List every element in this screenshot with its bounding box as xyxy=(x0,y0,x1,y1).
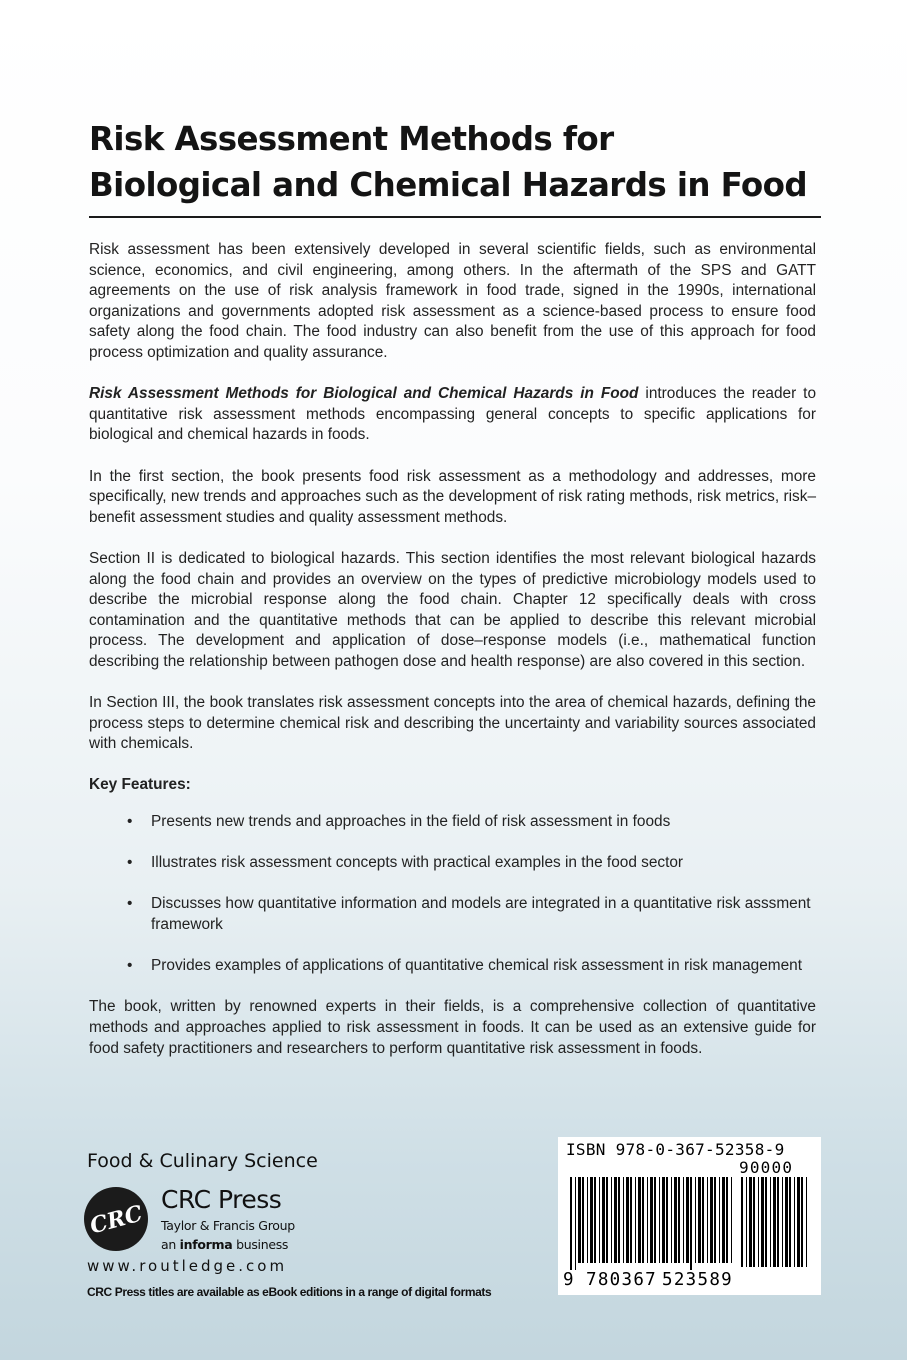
isbn-left-digits: 780367 xyxy=(586,1270,658,1290)
barcode-bar xyxy=(674,1177,677,1263)
isbn-label: ISBN 978-0-367-52358-9 xyxy=(566,1140,785,1159)
barcode-bar xyxy=(638,1177,641,1263)
barcode-bar xyxy=(635,1177,636,1263)
key-features-heading: Key Features: xyxy=(89,776,191,794)
feature-item xyxy=(89,853,816,874)
isbn-first-digit: 9 xyxy=(563,1270,574,1290)
barcode-bar xyxy=(702,1177,704,1263)
barcode-bar xyxy=(773,1177,776,1267)
barcode-bar xyxy=(671,1177,672,1263)
barcode-bar xyxy=(761,1177,764,1267)
blurb xyxy=(89,240,816,1080)
barcode-bar xyxy=(741,1177,743,1267)
book-title-inline: Risk Assessment Methods for Biological and Chemical Hazards in Food xyxy=(89,385,639,403)
barcode-bar xyxy=(611,1177,612,1263)
series-name: Food & Culinary Science xyxy=(87,1150,318,1172)
barcode-bar xyxy=(602,1177,605,1263)
barcode-bar xyxy=(590,1177,593,1263)
feature-text: Presents new trends and approaches in the field of risk assessment in foods xyxy=(151,813,671,831)
paragraph-section-one: In the first section, the book presents food risk assessment as a methodology and addresses, more specifically, new trends and approaches such as the development of risk rating methods, risk metrics, risk–benefit assessment studies and quality assessment methods. xyxy=(89,467,816,526)
barcode-bar xyxy=(659,1177,660,1263)
barcode-bar xyxy=(753,1177,755,1267)
publisher-group: Taylor & Francis Group xyxy=(161,1218,295,1233)
barcode-bar xyxy=(707,1177,708,1263)
barcode-bar xyxy=(630,1177,632,1263)
book-title xyxy=(89,116,829,208)
barcode-bar xyxy=(626,1177,629,1263)
barcode-bar xyxy=(614,1177,617,1263)
barcode-bar xyxy=(606,1177,608,1263)
barcode-bar xyxy=(666,1177,668,1263)
ebook-note: CRC Press titles are available as eBook editions in a range of digital formats xyxy=(87,1285,492,1299)
feature-item xyxy=(89,812,816,833)
book-title-line-1: Risk Assessment Methods for xyxy=(89,120,614,158)
barcode-bar xyxy=(594,1177,596,1263)
barcode-bar xyxy=(801,1177,803,1267)
paragraph-section-two: Section II is dedicated to biological hazards. This section identifies the most relevant biological hazards along the food chain and provides an overview on the types of predictive microbiology models used to describe the microbial response along the food chain. Chapter 12 specifically deals with cross contamination and the quantitative methods that can be applied to describe this relevant microbial process. The development and application of dose–response models (i.e., mathematical function describing the relationship between pathogen dose and health response) are also covered in this section. xyxy=(89,549,816,670)
isbn-barcode-panel xyxy=(558,1137,821,1295)
barcode-bar xyxy=(578,1177,581,1263)
feature-text: Illustrates risk assessment concepts with practical examples in the food sector xyxy=(151,854,684,872)
barcode-bar xyxy=(647,1177,648,1263)
business-suffix: business xyxy=(232,1237,289,1252)
bullet-icon: • xyxy=(127,957,133,975)
key-features-list xyxy=(89,812,816,977)
paragraph-section-three: In Section III, the book translates risk assessment concepts into the area of chemical hazards, defining the process steps to determine chemical risk and describing the uncertainty and variability sources associated with chemicals. xyxy=(89,694,816,753)
barcode-bar xyxy=(654,1177,656,1263)
barcode-bar xyxy=(599,1177,600,1263)
informa-brand: informa xyxy=(179,1237,233,1252)
bullet-icon: • xyxy=(127,895,133,913)
barcode-bar xyxy=(582,1177,584,1263)
publisher-name: CRC Press xyxy=(161,1185,282,1214)
feature-item xyxy=(89,894,816,935)
feature-text: Provides examples of applications of quantitative chemical risk assessment in risk management xyxy=(151,957,802,975)
crc-logo-text: CRC xyxy=(87,1200,146,1240)
barcode-bar xyxy=(731,1177,732,1263)
barcode-bar xyxy=(714,1177,716,1263)
barcode-bar xyxy=(782,1177,783,1267)
barcode-bar xyxy=(678,1177,680,1263)
bullet-icon: • xyxy=(127,813,133,831)
barcode-bar xyxy=(722,1177,725,1263)
barcode-bar xyxy=(794,1177,795,1267)
barcode-bar xyxy=(719,1177,720,1263)
paragraph-intro: Risk assessment has been extensively developed in several scientific fields, such as environmental science, economics, and civil engineering, among others. In the aftermath of the SPS and GATT agreements on the use of risk analysis framework in food trade, signed in the 1990s, international organizations and governments adopted risk assessment as a science-based process to ensure food safety along the food chain. The food industry can also benefit from the use of this approach for food process optimization and quality assurance. xyxy=(89,241,816,361)
addon-barcode-icon xyxy=(741,1177,811,1270)
book-title-line-2: Biological and Chemical Hazards in Food xyxy=(89,166,808,204)
barcode-bar xyxy=(575,1177,576,1270)
barcode-bar xyxy=(785,1177,788,1267)
barcode-bar xyxy=(662,1177,665,1263)
barcode-bar xyxy=(806,1177,807,1267)
publisher-business xyxy=(161,1237,288,1252)
barcode-bar xyxy=(698,1177,701,1263)
barcode-bar xyxy=(683,1177,684,1263)
title-divider xyxy=(89,216,821,218)
feature-item xyxy=(89,956,816,977)
main-barcode-icon xyxy=(570,1177,735,1270)
barcode-bar xyxy=(765,1177,767,1267)
barcode-bar xyxy=(690,1177,692,1270)
barcode-bar xyxy=(758,1177,759,1267)
barcode-bar xyxy=(587,1177,588,1263)
business-prefix: an xyxy=(161,1237,180,1252)
barcode-bar xyxy=(695,1177,696,1263)
barcode-bar xyxy=(746,1177,747,1267)
barcode-bar xyxy=(789,1177,791,1267)
barcode-bar xyxy=(570,1177,572,1270)
barcode-bar xyxy=(650,1177,653,1263)
paragraph-closing: The book, written by renowned experts in their fields, is a comprehensive collection of quantitative methods and approaches applied to risk assessment in foods. It can be used as an extensive guide for food safety practitioners and researchers to perform quantitative risk assessment in foods. xyxy=(89,998,816,1057)
publisher-website: www.routledge.com xyxy=(87,1257,288,1275)
barcode-bar xyxy=(726,1177,728,1263)
barcode-bar xyxy=(710,1177,713,1263)
paragraph-book-intro-text: introduces the reader to quantitative risk assessment methods encompassing general concepts to specific applications for biological and chemical hazards in foods. xyxy=(89,385,816,444)
isbn-digits xyxy=(563,1270,733,1290)
bullet-icon: • xyxy=(127,854,133,872)
paragraph-book-intro xyxy=(89,384,816,446)
barcode-bar xyxy=(686,1177,689,1263)
crc-logo-icon xyxy=(83,1186,149,1252)
barcode-bar xyxy=(623,1177,624,1263)
price-code: 90000 xyxy=(739,1158,794,1177)
isbn-right-digits: 523589 xyxy=(662,1270,734,1290)
feature-text: Discusses how quantitative information and models are integrated in a quantitative risk asssment framework xyxy=(151,895,811,933)
barcode-bar xyxy=(777,1177,779,1267)
barcode-bar xyxy=(749,1177,752,1267)
barcode-bar xyxy=(642,1177,644,1263)
barcode-bar xyxy=(618,1177,620,1263)
barcode-bar xyxy=(770,1177,771,1267)
barcode-bar xyxy=(797,1177,800,1267)
